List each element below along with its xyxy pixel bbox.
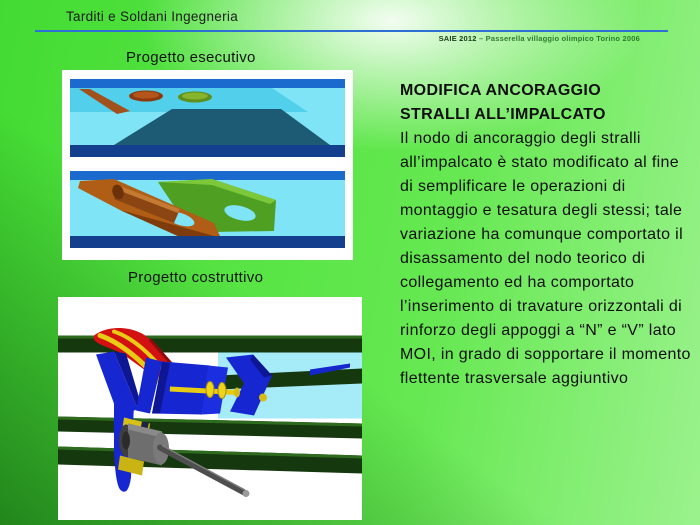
caption-subtitle: – Passerella villaggio olimpico Torino 2006 [478,34,640,43]
figure-label-esecutivo: Progetto esecutivo [126,49,256,66]
header-company-name: Tarditi e Soldani Ingegneria [66,9,239,24]
deck-top-view [70,79,345,157]
content-body: Il nodo di ancoraggio degli stralli all’impalcato è stato modificato al fine di semplificare le operazioni di montaggio e tesatura degli stessi; tale variazione ha comunque comportato il disassamento del nodo teorico di collegamento ed ha comportato l’inserimento di travature orizzontali di rinforzo degli appoggi a “N” e “V” lato MOI, in grado di sopportare il momento flettente trasversale aggiuntivo [400,130,691,387]
figure-esecutivo-illustration [62,70,353,260]
figure-label-costruttivo: Progetto costruttivo [128,269,264,286]
header-rule [35,30,668,32]
figure-esecutivo [62,70,353,260]
figure-costruttivo [58,297,362,520]
content-title-line-1: MODIFICA ANCORAGGIO [400,82,602,99]
content-block [400,79,696,391]
caption-event: SAIE 2012 [438,34,477,43]
figure-costruttivo-illustration [58,297,362,520]
anchor-node-side-view [70,171,345,248]
content-title-line-2: STRALLI ALL’IMPALCATO [400,106,606,123]
header-caption [439,34,640,43]
